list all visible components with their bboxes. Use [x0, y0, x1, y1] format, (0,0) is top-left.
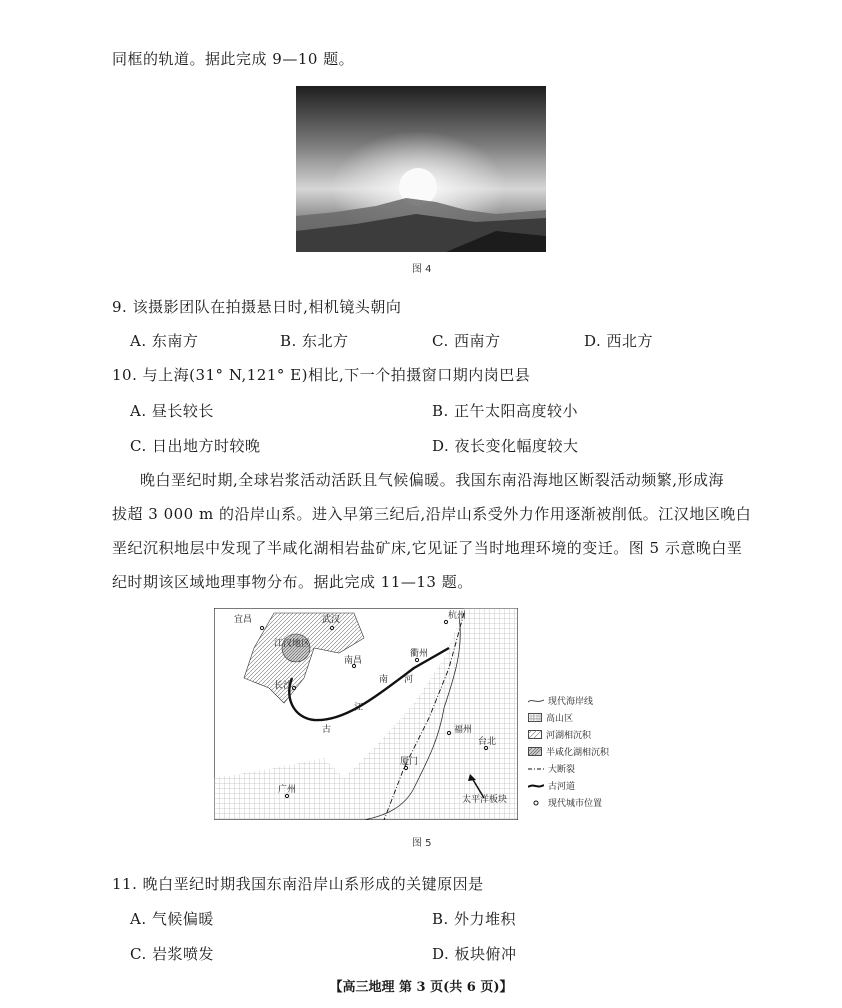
- q10-option-a[interactable]: A. 昼长较长: [130, 402, 214, 420]
- river-char: 河: [404, 675, 414, 685]
- geology-map: [214, 608, 518, 820]
- q10-option-d[interactable]: D. 夜长变化幅度较大: [432, 437, 579, 455]
- figure5-caption: 图 5: [412, 838, 432, 849]
- label-pacific-plate: 太平洋板块: [462, 795, 508, 805]
- label-yichang: 宜昌: [234, 615, 253, 625]
- q9-option-a[interactable]: A. 东南方: [130, 332, 199, 350]
- legend-item: 半咸化湖相沉积: [528, 745, 609, 758]
- passage-line: 拔超 3 000 m 的沿岸山系。进入早第三纪后,沿岸山系受外力作用逐渐被削低。江汉地区晚白: [112, 505, 752, 523]
- q11-stem: 11. 晚白垩纪时期我国东南沿岸山系形成的关键原因是: [112, 875, 484, 893]
- q10-option-b[interactable]: B. 正午太阳高度较小: [432, 402, 579, 420]
- label-wuhan: 武汉: [322, 615, 341, 625]
- sunset-photo: [296, 86, 546, 252]
- figure4-caption: 图 4: [412, 264, 432, 275]
- q11-option-a[interactable]: A. 气候偏暖: [130, 910, 214, 928]
- page-footer: 【高三地理 第 3 页(共 6 页)】: [329, 980, 513, 995]
- label-quzhou: 衢州: [410, 649, 429, 659]
- passage-line: 晚白垩纪时期,全球岩浆活动活跃且气候偏暖。我国东南沿海地区断裂活动频繁,形成海: [140, 471, 725, 489]
- q9-option-c[interactable]: C. 西南方: [432, 332, 501, 350]
- q10-option-c[interactable]: C. 日出地方时较晚: [130, 437, 261, 455]
- label-guangzhou: 广州: [278, 785, 297, 795]
- q11-option-b[interactable]: B. 外力堆积: [432, 910, 517, 928]
- legend-item: 现代城市位置: [528, 796, 602, 809]
- q10-stem: 10. 与上海(31° N,121° E)相比,下一个拍摄窗口期内岗巴县: [112, 366, 531, 384]
- label-fuzhou: 福州: [454, 725, 473, 735]
- river-char: 南: [379, 675, 389, 685]
- q9-option-b[interactable]: B. 东北方: [280, 332, 349, 350]
- passage-line: 纪时期该区域地理事物分布。据此完成 11—13 题。: [112, 573, 473, 591]
- label-changsha: 长沙: [274, 681, 293, 691]
- legend-item: 高山区: [528, 711, 573, 724]
- q9-stem: 9. 该摄影团队在拍摄悬日时,相机镜头朝向: [112, 298, 402, 316]
- legend-item: 大断裂: [548, 765, 576, 775]
- label-nanchang: 南昌: [344, 656, 363, 666]
- label-hangzhou: 杭州: [448, 611, 467, 621]
- q9-option-d[interactable]: D. 西北方: [584, 332, 654, 350]
- label-taibei: 台北: [478, 737, 497, 747]
- label-jianghan: 江汉地区: [274, 639, 311, 649]
- legend-item: 现代海岸线: [528, 694, 593, 707]
- river-char: 江: [354, 703, 364, 713]
- q11-option-d[interactable]: D. 板块俯冲: [432, 945, 517, 963]
- q11-option-c[interactable]: C. 岩浆喷发: [130, 945, 214, 963]
- intro-text: 同框的轨道。据此完成 9—10 题。: [112, 50, 355, 68]
- legend-item: 河湖相沉积: [528, 728, 591, 741]
- legend-item: 古河道: [528, 779, 575, 792]
- label-xiamen: 厦门: [400, 757, 419, 767]
- passage-line: 垩纪沉积地层中发现了半咸化湖相岩盐矿床,它见证了当时地理环境的变迁。图 5 示意晚白垩: [112, 539, 743, 557]
- river-char: 古: [322, 725, 332, 735]
